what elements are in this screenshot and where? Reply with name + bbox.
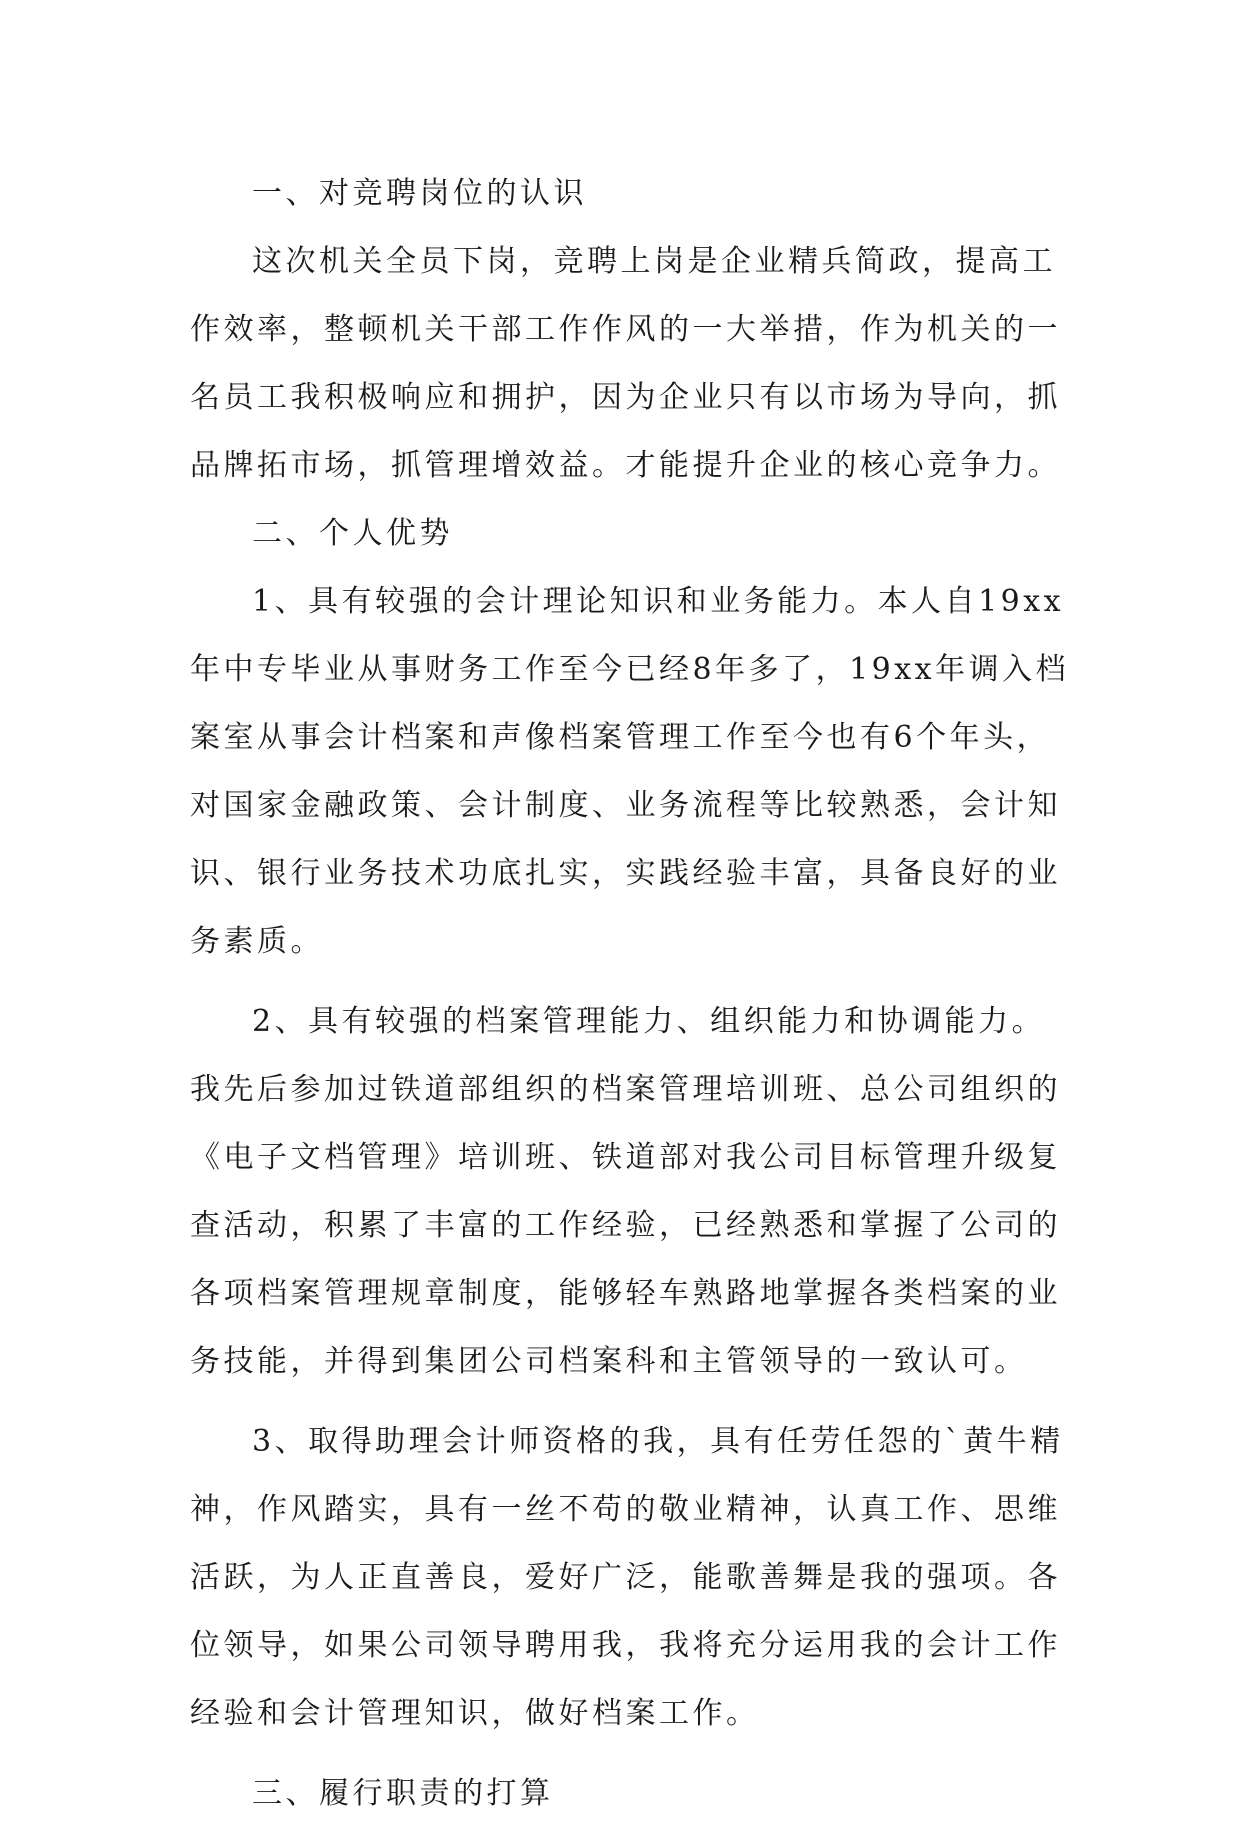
paragraph-line: 《电子文档管理》培训班、铁道部对我公司目标管理升级复: [190, 1140, 1061, 1175]
paragraph-line: 经验和会计管理知识，做好档案工作。: [190, 1696, 760, 1731]
section-heading-1: 一、对竞聘岗位的认识: [252, 176, 587, 211]
paragraph-line: 识、银行业务技术功底扎实，实践经验丰富，具备良好的业: [190, 856, 1061, 891]
paragraph-line: 作效率，整顿机关干部工作作风的一大举措，作为机关的一: [190, 312, 1061, 347]
paragraph-line: 查活动，积累了丰富的工作经验，已经熟悉和掌握了公司的: [190, 1208, 1061, 1243]
paragraph-line: 务素质。: [190, 924, 324, 959]
section-heading-3: 三、履行职责的打算: [252, 1776, 554, 1811]
paragraph-gap: [190, 976, 1056, 988]
paragraph-line: 2、具有较强的档案管理能力、组织能力和协调能力。: [252, 1004, 1046, 1039]
paragraph-line: 对国家金融政策、会计制度、业务流程等比较熟悉，会计知: [190, 788, 1061, 823]
paragraph-line: 3、取得助理会计师资格的我，具有任劳任怨的`黄牛精: [252, 1424, 1064, 1459]
paragraph-line: 年中专毕业从事财务工作至今已经8年多了，19xx年调入档: [190, 652, 1070, 687]
paragraph-line: 务技能，并得到集团公司档案科和主管领导的一致认可。: [190, 1344, 1028, 1379]
paragraph-line: 活跃，为人正直善良，爱好广泛，能歌善舞是我的强项。各: [190, 1560, 1061, 1595]
paragraph-line: 位领导，如果公司领导聘用我，我将充分运用我的会计工作: [190, 1628, 1061, 1663]
paragraph-line: 这次机关全员下岗，竞聘上岗是企业精兵简政，提高工: [252, 244, 1056, 279]
paragraph-line: 名员工我积极响应和拥护，因为企业只有以市场为导向，抓: [190, 380, 1061, 415]
paragraph-line: 神，作风踏实，具有一丝不苟的敬业精神，认真工作、思维: [190, 1492, 1061, 1527]
paragraph-gap: [190, 1396, 1056, 1408]
paragraph-gap: [190, 1748, 1056, 1760]
section-heading-2: 二、个人优势: [252, 516, 453, 551]
paragraph-line: 1、具有较强的会计理论知识和业务能力。本人自19xx: [252, 584, 1065, 619]
paragraph-line: 我先后参加过铁道部组织的档案管理培训班、总公司组织的: [190, 1072, 1061, 1107]
document-page: [190, 160, 1070, 1828]
paragraph-line: 品牌拓市场，抓管理增效益。才能提升企业的核心竞争力。: [190, 448, 1061, 483]
paragraph-line: 案室从事会计档案和声像档案管理工作至今也有6个年头，: [190, 720, 1051, 755]
paragraph-line: 各项档案管理规章制度，能够轻车熟路地掌握各类档案的业: [190, 1276, 1061, 1311]
